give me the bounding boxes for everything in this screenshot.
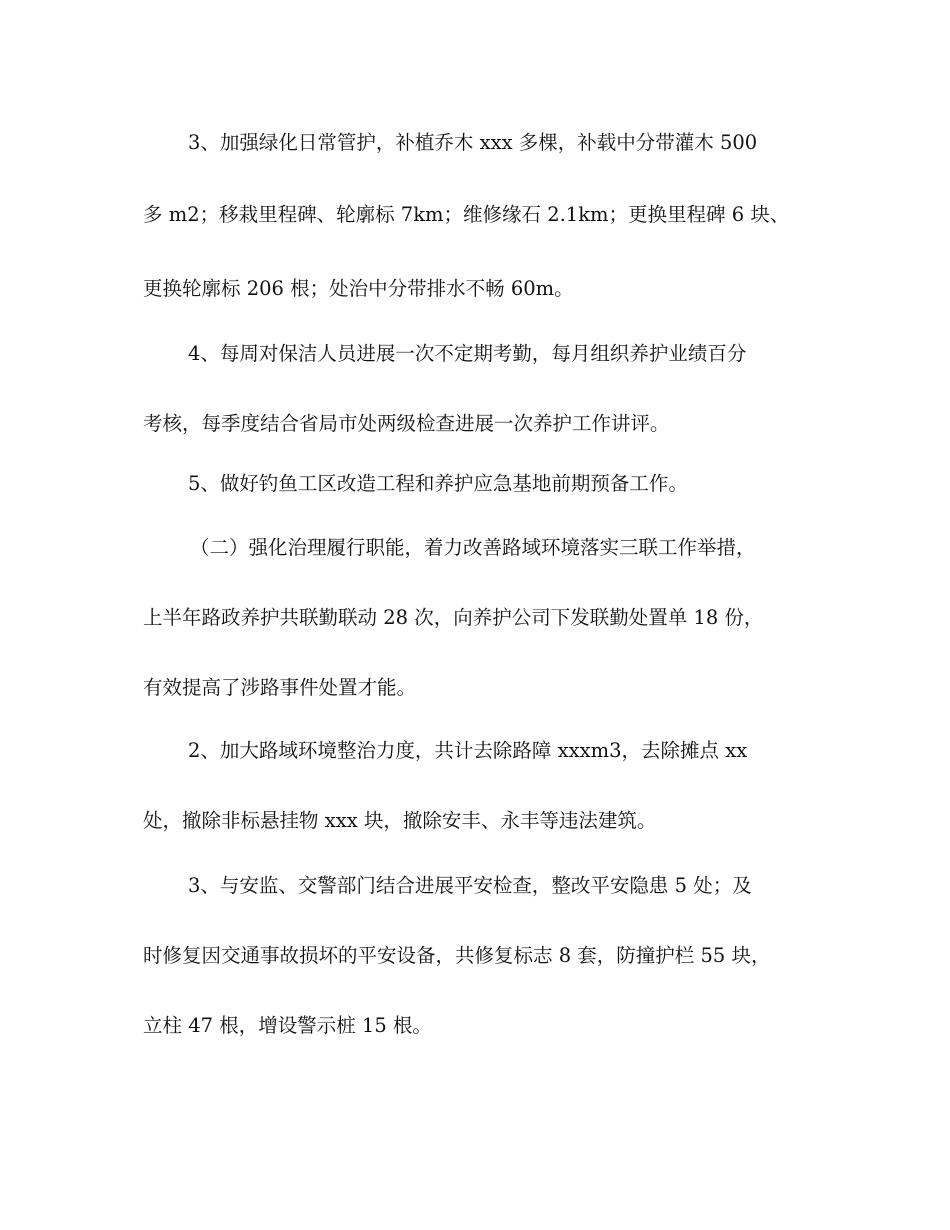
text-line: 多 m2；移栽里程碑、轮廓标 7km；维修缘石 2.1km；更换里程碑 6 块、 bbox=[143, 203, 790, 226]
text-line: 4、每周对保洁人员进展一次不定期考勤，每月组织养护业绩百分 bbox=[188, 342, 747, 365]
text-line: 3、与安监、交警部门结合进展平安检查，整改平安隐患 5 处；及 bbox=[188, 874, 752, 897]
text-line: 2、加大路域环境整治力度，共计去除路障 xxxm3，去除摊点 xx bbox=[188, 739, 748, 762]
text-line: 更换轮廓标 206 根；处治中分带排水不畅 60m。 bbox=[143, 277, 574, 300]
text-line: 立柱 47 根，增设警示桩 15 根。 bbox=[143, 1014, 432, 1037]
text-line: 上半年路政养护共联勤联动 28 次，向养护公司下发联勤处置单 18 份， bbox=[143, 606, 764, 629]
text-line: 考核，每季度结合省局市处两级检查进展一次养护工作讲评。 bbox=[143, 412, 670, 435]
text-line: （二）强化治理履行职能，着力改善路域环境落实三联工作举措， bbox=[190, 536, 756, 559]
text-line: 时修复因交通事故损坏的平安设备，共修复标志 8 套，防撞护栏 55 块， bbox=[143, 944, 771, 967]
text-line: 有效提高了涉路事件处置才能。 bbox=[143, 676, 417, 699]
text-line: 3、加强绿化日常管护，补植乔木 xxx 多棵，补载中分带灌木 500 bbox=[188, 131, 758, 154]
text-line: 处，撤除非标悬挂物 xxx 块，撤除安丰、永丰等违法建筑。 bbox=[143, 809, 657, 832]
text-line: 5、做好钓鱼工区改造工程和养护应急基地前期预备工作。 bbox=[188, 472, 688, 495]
